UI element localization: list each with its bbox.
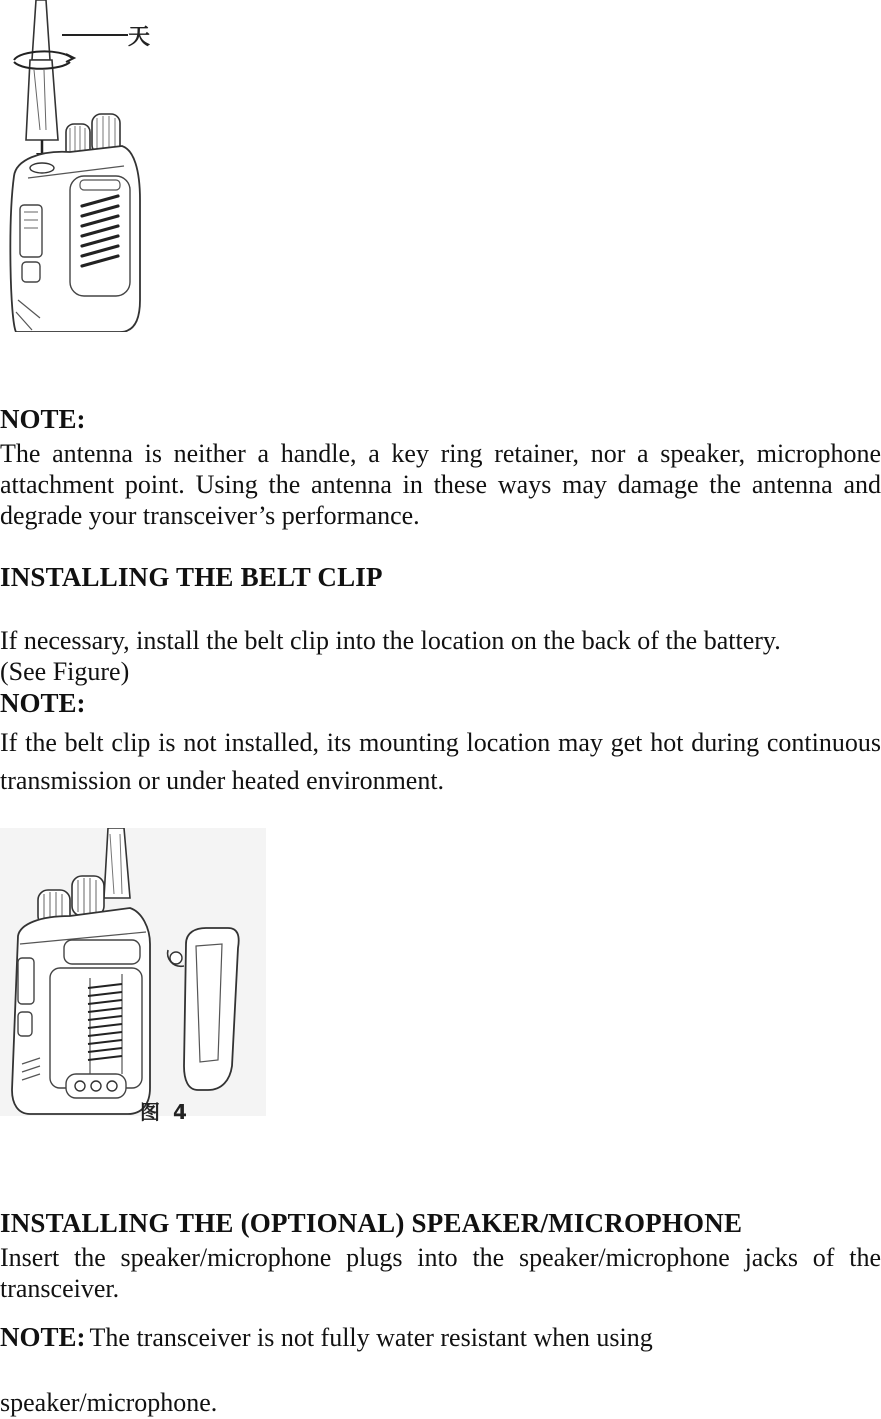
speaker-mic-note: [0, 1322, 653, 1353]
speaker-mic-note-text-cont: speaker/microphone.: [0, 1388, 218, 1417]
speaker-mic-instruction: Insert the speaker/microphone plugs into the speaker/microphone jacks of the transceiver.: [0, 1243, 881, 1303]
antenna-label: 天: [128, 25, 151, 50]
antenna-note-text: The antenna is neither a handle, a key ring retainer, nor a speaker, microphone attachment point. Using the antenna in these ways may damage the antenna and degrade your transceiver’s performance.: [0, 439, 881, 530]
speaker-mic-note-text: The transceiver is not fully water resistant when using: [89, 1323, 653, 1352]
belt-clip-figure: [0, 828, 266, 1124]
note-label: NOTE:: [0, 404, 86, 434]
figure-caption: 图 4: [140, 1100, 190, 1124]
radio-antenna-illustration: [0, 0, 147, 332]
belt-clip-instruction: If necessary, install the belt clip into the location on the back of the battery.: [0, 626, 781, 655]
belt-clip-note-label: NOTE:: [0, 688, 86, 718]
belt-clip-illustration: [0, 828, 266, 1116]
belt-clip-heading: INSTALLING THE BELT CLIP: [0, 562, 383, 592]
see-figure-text: (See Figure): [0, 657, 130, 686]
belt-clip-note-text: If the belt clip is not installed, its mounting location may get hot during continuous transmission or under heated environment.: [0, 728, 881, 795]
speaker-mic-note-label: NOTE:: [0, 1322, 86, 1352]
speaker-mic-heading: INSTALLING THE (OPTIONAL) SPEAKER/MICROPHONE: [0, 1208, 743, 1238]
antenna-installation-figure: [0, 0, 151, 332]
